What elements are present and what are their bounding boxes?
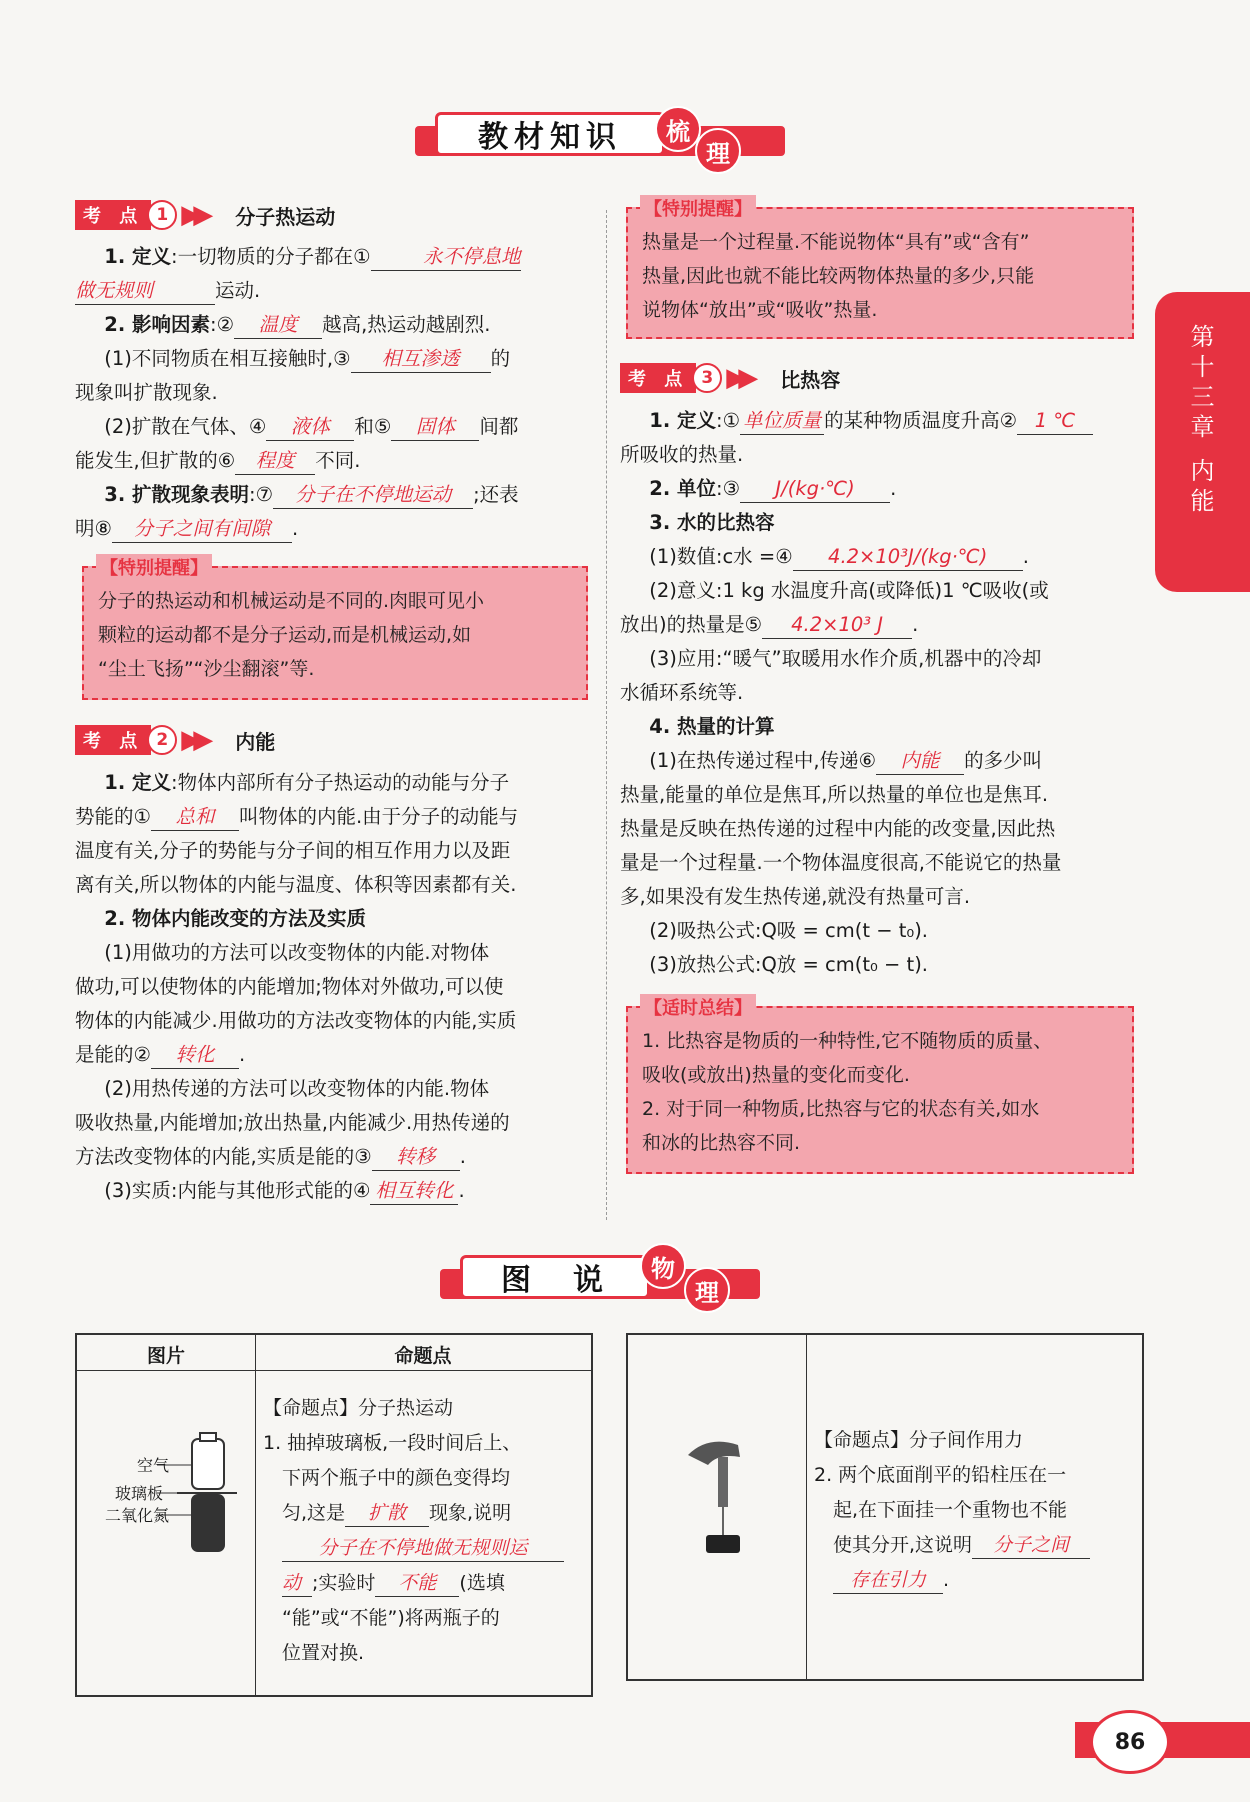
text: 使其分开,这说明: [833, 1534, 973, 1556]
text: :①: [716, 409, 741, 432]
text: .: [291, 517, 299, 540]
answer-blank: 4.2×10³ J: [762, 612, 912, 639]
note-body: [98, 584, 574, 686]
answer-blank: 分子在不停地运动: [273, 482, 473, 509]
answer-blank: 分子之间有间隙: [112, 516, 292, 543]
answer-blank: 单位质量: [740, 408, 824, 435]
answer-blank: 不能: [375, 1570, 459, 1597]
text: 和⑤: [354, 415, 392, 438]
note-line: 1. 比热容是物质的一种特性,它不随物质的质量、: [642, 1030, 1053, 1052]
chapter-tab: [1155, 292, 1250, 592]
text: 【命题点】分子间作用力: [814, 1429, 1024, 1451]
page-number: 86: [1090, 1710, 1170, 1774]
text: .: [943, 1569, 950, 1591]
answer-blank: 固体: [391, 414, 479, 441]
kaodian-title: 内能: [235, 729, 276, 754]
formula: (2)吸热公式:Q吸 = cm(t − t₀).: [649, 919, 929, 942]
text: 起,在下面挂一个重物也不能: [833, 1499, 1068, 1521]
proposition-table-right: [626, 1333, 1144, 1681]
text: .: [238, 1043, 246, 1066]
answer-blank: 相互转化: [370, 1178, 458, 1205]
text: .: [458, 1179, 465, 1202]
banner-mid-title: 图 说: [460, 1255, 650, 1299]
text: 方法改变物体的内能,实质是能的③: [75, 1145, 372, 1168]
banner-mid-char1: 物: [640, 1243, 686, 1289]
text: 明⑧: [75, 517, 112, 540]
text: (3)应用:“暖气”取暖用水作介质,机器中的冷却: [649, 647, 1042, 670]
kaodian-2-header: [75, 725, 275, 755]
chapter-tab-char: 章: [1190, 413, 1215, 441]
text: :物体内部所有分子热运动的动能与分子: [171, 771, 510, 794]
text: 2. 两个底面削平的铅柱压在一: [814, 1464, 1067, 1486]
chapter-tab-char: 十: [1190, 353, 1215, 381]
text: (1)用做功的方法可以改变物体的内能.对物体: [104, 941, 490, 964]
text: 热量,能量的单位是焦耳,所以热量的单位也是焦耳.: [620, 783, 1049, 806]
text: :一切物质的分子都在①: [171, 245, 371, 268]
text: 热量是反映在热传递的过程中内能的改变量,因此热: [620, 817, 1056, 840]
text: 离有关,所以物体的内能与温度、体积等因素都有关.: [75, 873, 517, 896]
double-arrow-icon: ▶▶: [181, 200, 206, 230]
label: 1. 定义: [104, 245, 172, 268]
text: 温度有关,分子的势能与分子间的相互作用力以及距: [75, 839, 511, 862]
label-air: 空气: [137, 1456, 170, 1475]
text: 的多少叫: [964, 749, 1043, 772]
text: ;还表: [473, 483, 519, 506]
label: 3. 扩散现象表明: [104, 483, 250, 506]
answer-blank: 动: [282, 1570, 312, 1597]
double-arrow-icon: ▶▶: [181, 725, 206, 755]
table-col-divider: [806, 1335, 807, 1679]
text: :⑦: [249, 483, 274, 506]
text: 叫物体的内能.由于分子的动能与: [238, 805, 519, 828]
label-no2: 二氧化氮: [105, 1506, 170, 1525]
text: 下两个瓶子中的颜色变得均: [282, 1467, 511, 1489]
text: (选填: [459, 1572, 505, 1594]
text: 水循环系统等.: [620, 681, 744, 704]
text: .: [890, 477, 897, 500]
banner-top-char1: 梳: [655, 106, 701, 152]
text: 位置对换.: [282, 1642, 365, 1664]
text: .: [1022, 545, 1029, 568]
text: 的某种物质温度升高②: [824, 409, 1018, 432]
answer-blank: 分子之间: [972, 1532, 1090, 1559]
label: 1. 定义: [649, 409, 717, 432]
table-col-divider: [255, 1335, 256, 1695]
lead-cylinders-illustration: [678, 1435, 768, 1575]
note-body: [642, 1024, 1120, 1160]
text: .: [912, 613, 919, 636]
text: 运动.: [215, 279, 261, 302]
text: 放出)的热量是⑤: [620, 613, 763, 636]
answer-blank: 液体: [266, 414, 354, 441]
label: 2. 物体内能改变的方法及实质: [104, 907, 367, 930]
right-proposition-text: [814, 1423, 1134, 1598]
note-line: 热量,因此也就不能比较两物体热量的多少,只能: [642, 265, 1035, 287]
label: 1. 定义: [104, 771, 172, 794]
banner-top-char2: 理: [695, 128, 741, 174]
banner-top-title: 教材知识: [435, 112, 665, 156]
formula: (3)放热公式:Q放 = cm(t₀ − t).: [649, 953, 929, 976]
text: 量是一个过程量.一个物体温度很高,不能说它的热量: [620, 851, 1062, 874]
text: (1)不同物质在相互接触时,③: [104, 347, 351, 370]
kaodian-title: 分子热运动: [235, 204, 336, 229]
text: 现象叫扩散现象.: [75, 381, 218, 404]
note-special-reminder-1: [82, 558, 588, 700]
text: 物体的内能减少.用做功的方法改变物体的内能,实质: [75, 1009, 517, 1032]
answer-blank: 存在引力: [833, 1567, 943, 1594]
text: 势能的①: [75, 805, 151, 828]
section-banner-mid: [440, 1255, 760, 1307]
kaodian-tag: 考 点: [620, 363, 696, 393]
text: (2)意义:1 kg 水温度升高(或降低)1 ℃吸收(或: [649, 579, 1049, 602]
answer-blank: 1 ℃: [1017, 408, 1093, 435]
kp3-text: [620, 404, 1140, 982]
text: 的: [490, 347, 511, 370]
header-image: 图片: [146, 1345, 185, 1367]
text: 吸收热量,内能增加;放出热量,内能减少.用热传递的: [75, 1111, 510, 1134]
column-divider: [606, 210, 607, 1220]
note-timely-summary: [626, 998, 1134, 1174]
answer-blank: 程度: [235, 448, 315, 475]
text: 现象,说明: [429, 1502, 512, 1524]
note-title: 【特别提醒】: [640, 195, 756, 221]
text: 所吸收的热量.: [620, 443, 744, 466]
kaodian-number: 2: [147, 725, 177, 755]
proposition-table-left: [75, 1333, 593, 1697]
chapter-tab-char: 三: [1190, 383, 1215, 411]
answer-blank: 做无规则: [75, 278, 215, 305]
kaodian-title: 比热容: [780, 367, 841, 392]
chapter-tab-char: 第: [1190, 323, 1215, 351]
label: 4. 热量的计算: [649, 715, 775, 738]
chapter-tab-char: 能: [1190, 487, 1215, 515]
label-glass-plate: 玻璃板: [115, 1484, 164, 1503]
text: .: [459, 1145, 466, 1168]
text: 多,如果没有发生热传递,就没有热量可言.: [620, 885, 971, 908]
answer-blank: 温度: [234, 312, 322, 339]
text: 越高,热运动越剧烈.: [322, 313, 491, 336]
kaodian-number: 1: [147, 200, 177, 230]
text: 1. 抽掉玻璃板,一段时间后上、: [263, 1432, 522, 1454]
text: 【命题点】分子热运动: [263, 1397, 454, 1419]
text: “能”或“不能”)将两瓶子的: [282, 1607, 500, 1629]
banner-mid-char2: 理: [684, 1267, 730, 1313]
text: 间都: [479, 415, 519, 438]
answer-blank: 扩散: [345, 1500, 429, 1527]
left-proposition-text: [263, 1391, 583, 1671]
chapter-tab-char: 内: [1190, 457, 1215, 485]
label: 2. 影响因素: [104, 313, 211, 336]
text: (2)用热传递的方法可以改变物体的内能.物体: [104, 1077, 490, 1100]
answer-blank: 永不停息地: [371, 244, 521, 271]
label: 3. 水的比热容: [649, 511, 775, 534]
answer-blank: J/(kg·℃): [740, 476, 890, 503]
note-body: [642, 225, 1120, 327]
note-line: 热量是一个过程量.不能说物体“具有”或“含有”: [642, 231, 1030, 253]
header-proposition: 命题点: [394, 1345, 452, 1367]
answer-blank: 分子在不停地做无规则运: [282, 1535, 564, 1562]
note-line: 颗粒的运动都不是分子运动,而是机械运动,如: [98, 624, 472, 646]
note-special-reminder-2: [626, 199, 1134, 339]
kaodian-3-header: [620, 363, 840, 393]
double-arrow-icon: ▶▶: [726, 363, 751, 393]
note-line: 吸收(或放出)热量的变化而变化.: [642, 1064, 910, 1086]
answer-blank: 转移: [372, 1144, 460, 1171]
text: (1)数值:c水 =④: [649, 545, 793, 568]
text: (1)在热传递过程中,传递⑥: [649, 749, 877, 772]
note-title: 【适时总结】: [640, 994, 756, 1020]
text: 做功,可以使物体的内能增加;物体对外做功,可以使: [75, 975, 504, 998]
note-line: 说物体“放出”或“吸收”热量.: [642, 299, 878, 321]
kaodian-tag: 考 点: [75, 725, 151, 755]
answer-blank: 转化: [151, 1042, 239, 1069]
text: 能发生,但扩散的⑥: [75, 449, 236, 472]
note-title: 【特别提醒】: [96, 554, 212, 580]
answer-blank: 内能: [876, 748, 964, 775]
kaodian-number: 3: [692, 363, 722, 393]
kaodian-1-header: [75, 200, 335, 230]
note-line: “尘土飞扬”“沙尘翻滚”等.: [98, 658, 315, 680]
note-line: 分子的热运动和机械运动是不同的.肉眼可见小: [98, 590, 485, 612]
note-line: 和冰的比热容不同.: [642, 1132, 801, 1154]
text: (3)实质:内能与其他形式能的④: [104, 1179, 371, 1202]
text: 匀,这是: [282, 1502, 346, 1524]
note-line: 2. 对于同一种物质,比热容与它的状态有关,如水: [642, 1098, 1040, 1120]
label: 2. 单位: [649, 477, 717, 500]
text: 是能的②: [75, 1043, 151, 1066]
text: :②: [210, 313, 235, 336]
section-banner-top: [415, 112, 785, 168]
kaodian-tag: 考 点: [75, 200, 151, 230]
answer-blank: 4.2×10³J/(kg·℃): [793, 544, 1023, 571]
text: (2)扩散在气体、④: [104, 415, 267, 438]
text: ;实验时: [312, 1572, 376, 1594]
text: 不同.: [315, 449, 361, 472]
kp2-text: [75, 766, 600, 1208]
text: :③: [716, 477, 741, 500]
kp1-text: [75, 240, 595, 546]
answer-blank: 总和: [151, 804, 239, 831]
answer-blank: 相互渗透: [351, 346, 491, 373]
